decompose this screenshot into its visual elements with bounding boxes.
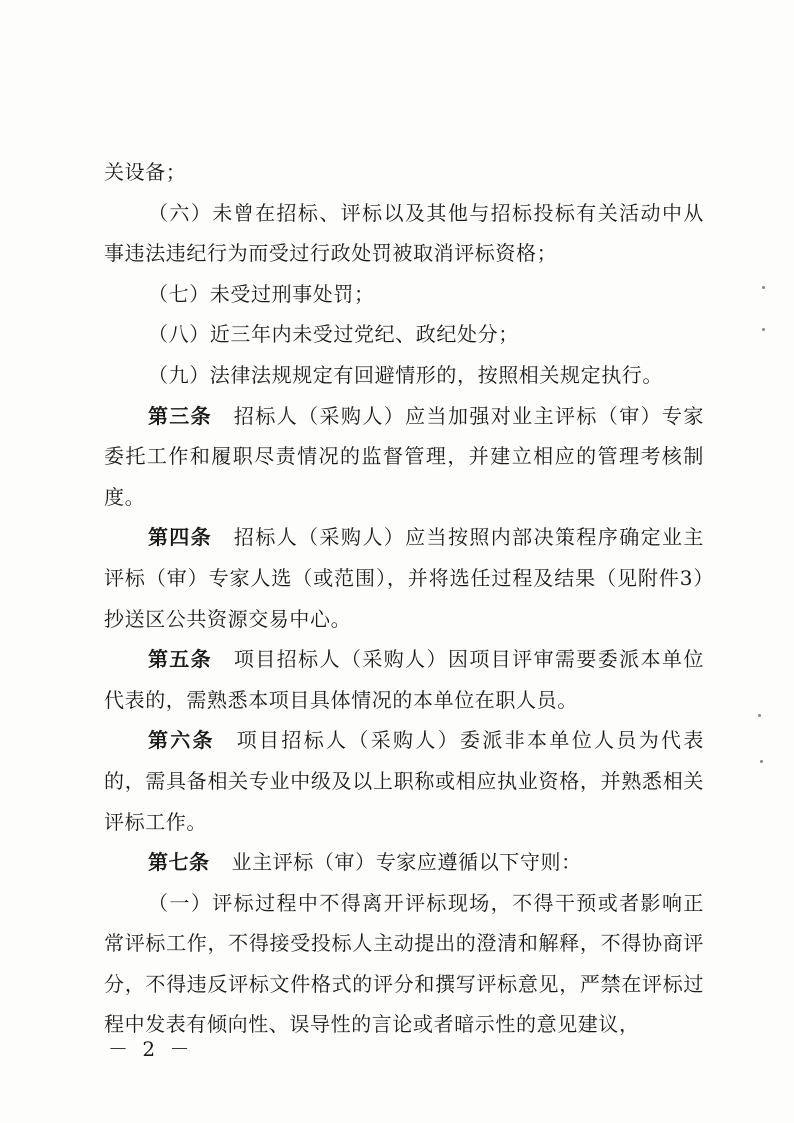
article-6-heading: 第六条 [148, 728, 215, 753]
scan-speck [762, 286, 765, 289]
article-3 [104, 396, 704, 518]
document-body [104, 152, 704, 1045]
paragraph-continuation: 关设备； [104, 160, 187, 184]
article-4 [104, 517, 704, 639]
article-6-body: 项目招标人（采购人）委派非本单位人员为代表的，需具备相关专业中级及以上职称或相应执业资格，并熟悉相关评标工作。 [104, 728, 704, 834]
article-4-heading: 第四条 [148, 525, 212, 550]
paragraph-item-6: （六）未曾在招标、评标以及其他与招标投标有关活动中从事违法违纪行为而受过行政处罚被取消评标资格； [104, 200, 704, 266]
paragraph-item-9: （九）法律法规规定有回避情形的，按照相关规定执行。 [148, 362, 663, 387]
article-7-heading: 第七条 [148, 850, 210, 875]
paragraph-article-7-item-1: （一）评标过程中不得离开评标现场，不得干预或者影响正常评标工作，不得接受投标人主动提出的澄清和解释，不得协商评分，不得违反评标文件格式的评分和撰写评标意见，严禁在评标过程中发表有倾向性、误导性的言论或者暗示性的意见建议， [104, 890, 704, 1037]
article-7-body: 业主评标（审）专家应遵循以下守则： [231, 850, 582, 875]
article-3-body: 招标人（采购人）应当加强对业主评标（审）专家委托工作和履职尽责情况的监督管理，并建立相应的管理考核制度。 [104, 403, 705, 509]
article-7 [104, 842, 704, 883]
article-3-heading: 第三条 [148, 403, 212, 428]
page-number: － 2 － [108, 1037, 194, 1061]
article-6 [104, 720, 704, 842]
article-4-body: 招标人（采购人）应当按照内部决策程序确定业主评标（审）专家人选（或范围），并将选任过程及结果（见附件3）抄送区公共资源交易中心。 [104, 525, 705, 631]
scan-speck [760, 760, 763, 763]
scan-speck [758, 714, 761, 717]
article-5 [104, 639, 704, 720]
article-5-heading: 第五条 [148, 647, 212, 672]
paragraph-item-7: （七）未受过刑事处罚； [148, 281, 375, 306]
paragraph-item-8: （八）近三年内未受过党纪、政纪处分； [148, 322, 519, 347]
scan-speck [762, 328, 765, 331]
article-5-body: 项目招标人（采购人）因项目评审需要委派本单位代表的，需熟悉本项目具体情况的本单位在职人员。 [104, 647, 705, 712]
